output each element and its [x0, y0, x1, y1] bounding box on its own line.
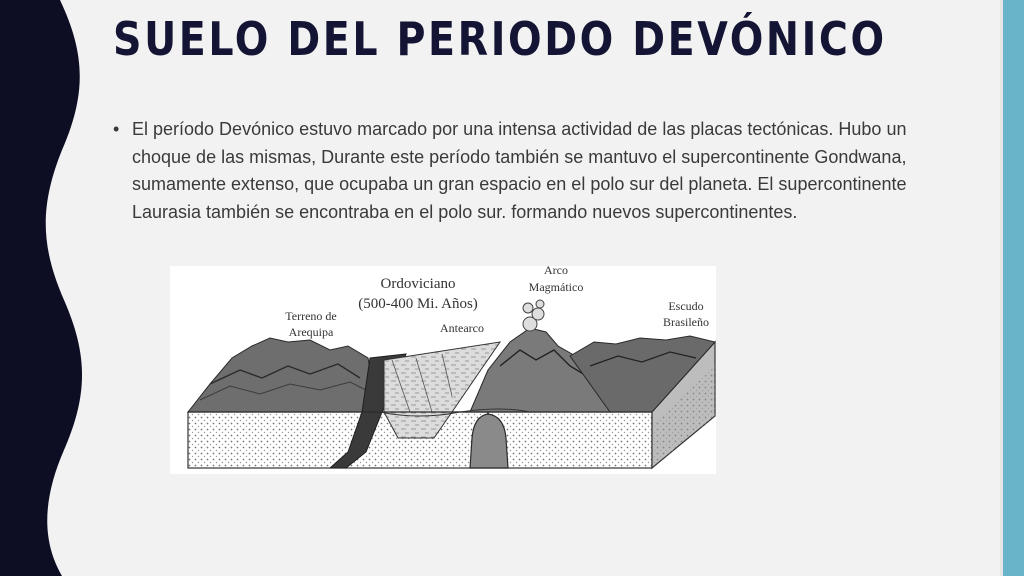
label-shield-line2: Brasileño [663, 315, 709, 329]
label-antearc: Antearco [440, 321, 484, 335]
bullet-list [113, 116, 959, 226]
label-terrain-line1: Terreno de [285, 309, 337, 323]
bullet-text: El período Devónico estuvo marcado por una intensa actividad de las placas tectónicas. Hubo un choque de las mismas, Durante este período también se mantuvo el supercontinente Gondwana, sumamente extenso, que ocupaba un gran espacio en el polo sur del planeta. El supercontinente Laurasia también se encontraba en el polo sur. formando nuevos supercontinentes. [132, 119, 907, 222]
label-arc-line1: Arco [544, 266, 568, 277]
period-range-label: (500-400 Mi. Años) [358, 296, 478, 312]
slide-title: SUELO DEL PERIODO DEVÓNICO [113, 12, 887, 66]
label-shield-line1: Escudo [668, 299, 704, 313]
terrain-arequipa-mountains [188, 338, 378, 412]
bullet-item [113, 116, 959, 226]
volcanic-plume [523, 300, 544, 331]
label-terrain-line2: Arequipa [288, 325, 334, 339]
geologic-block-diagram [170, 266, 716, 474]
left-wavy-band [0, 0, 90, 576]
right-accent-bar [1000, 0, 1024, 576]
bullet-marker: • [113, 119, 120, 139]
label-arc-line2: Magmático [528, 280, 584, 294]
period-label: Ordoviciano [380, 276, 456, 292]
